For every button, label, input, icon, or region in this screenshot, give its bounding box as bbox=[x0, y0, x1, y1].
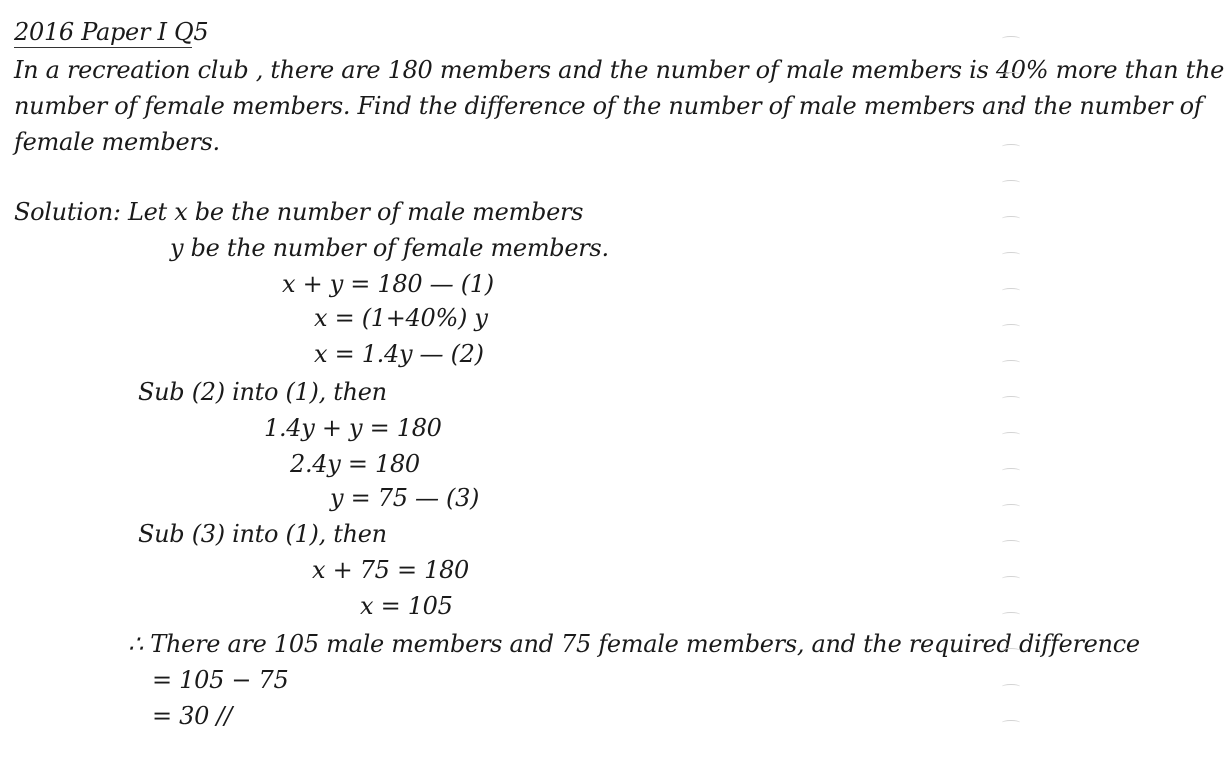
margin-tick bbox=[1002, 612, 1020, 617]
margin-tick bbox=[1002, 72, 1020, 77]
margin-tick bbox=[1002, 396, 1020, 401]
margin-tick bbox=[1002, 720, 1020, 725]
margin-tick bbox=[1002, 324, 1020, 329]
question-line-1: In a recreation club , there are 180 members and the number of male members is 40% more than the bbox=[14, 56, 1224, 84]
equation-1: x + y = 180 — (1) bbox=[282, 270, 494, 298]
equation-3: x = 1.4y — (2) bbox=[314, 340, 484, 368]
difference-step-1: = 105 − 75 bbox=[152, 666, 289, 694]
conclusion-line: ∴ There are 105 male members and 75 female members, and the required difference bbox=[128, 630, 1140, 658]
title-underline bbox=[14, 47, 192, 48]
margin-tick bbox=[1002, 288, 1020, 293]
margin-tick bbox=[1002, 432, 1020, 437]
margin-tick bbox=[1002, 216, 1020, 221]
equation-8: x = 105 bbox=[360, 592, 453, 620]
difference-answer: = 30 // bbox=[152, 702, 232, 730]
equation-5: 2.4y = 180 bbox=[290, 450, 420, 478]
margin-tick bbox=[1002, 504, 1020, 509]
equation-7: x + 75 = 180 bbox=[312, 556, 470, 584]
margin-tick bbox=[1002, 252, 1020, 257]
margin-tick bbox=[1002, 684, 1020, 689]
solution-label: Solution: bbox=[14, 198, 121, 226]
page-title: 2016 Paper I Q5 bbox=[14, 18, 209, 46]
substitution-step-1: Sub (2) into (1), then bbox=[138, 378, 387, 406]
margin-tick bbox=[1002, 108, 1020, 113]
substitution-step-2: Sub (3) into (1), then bbox=[138, 520, 387, 548]
margin-tick bbox=[1002, 540, 1020, 545]
question-line-3: female members. bbox=[14, 128, 220, 156]
equation-4: 1.4y + y = 180 bbox=[264, 414, 442, 442]
margin-tick bbox=[1002, 180, 1020, 185]
let-y-line: y be the number of female members. bbox=[170, 234, 609, 262]
margin-tick bbox=[1002, 648, 1020, 653]
equation-6: y = 75 — (3) bbox=[330, 484, 480, 512]
margin-tick bbox=[1002, 144, 1020, 149]
let-x-line: Let x be the number of male members bbox=[128, 198, 584, 226]
margin-tick bbox=[1002, 36, 1020, 41]
question-line-2: number of female members. Find the difference of the number of male members and the number of bbox=[14, 92, 1203, 120]
equation-2: x = (1+40%) y bbox=[314, 304, 488, 332]
margin-tick bbox=[1002, 576, 1020, 581]
margin-tick bbox=[1002, 360, 1020, 365]
margin-tick bbox=[1002, 468, 1020, 473]
